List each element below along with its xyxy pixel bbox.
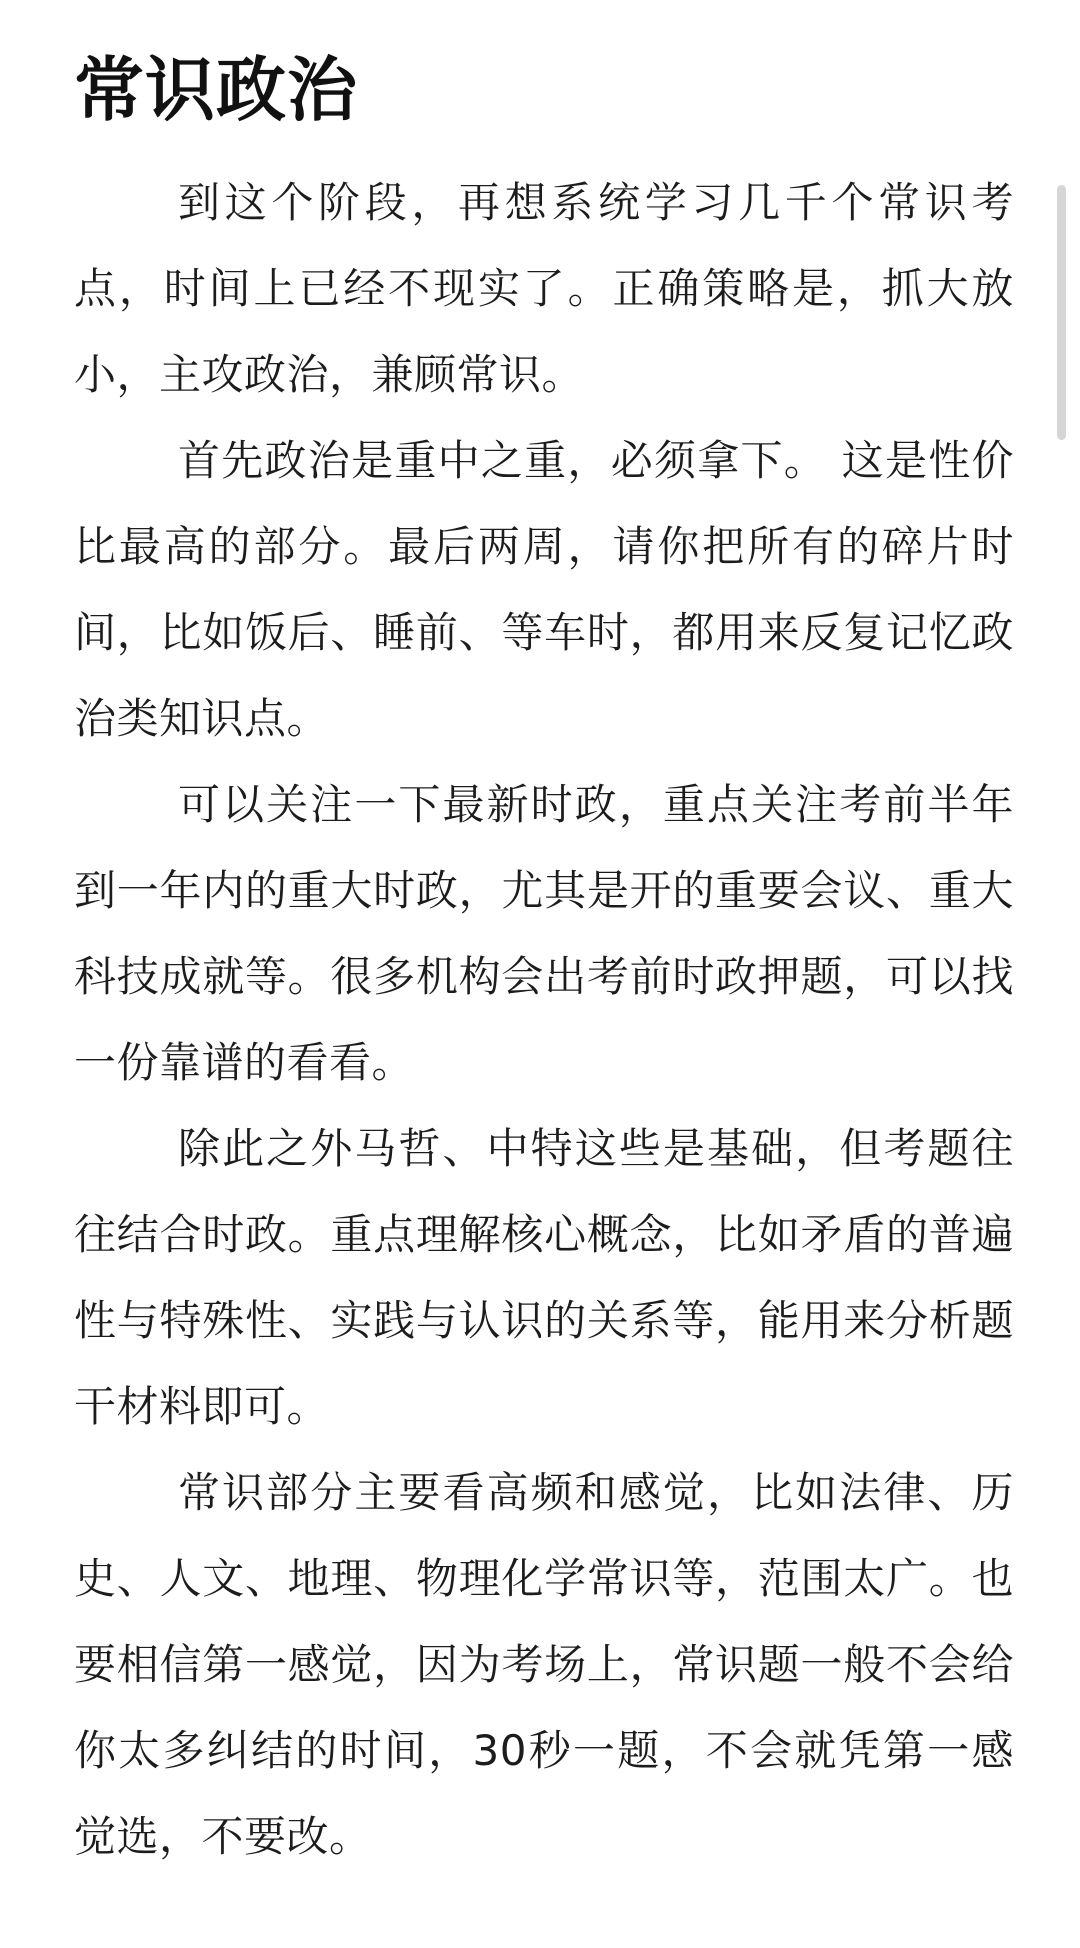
article-title: 常识政治 [74,49,358,131]
vertical-scrollbar[interactable] [1057,185,1066,440]
paragraph-politics-priority: 首先政治是重中之重，必须拿下。 这是性价比最高的部分。最后两周，请你把所有的碎片时间，比如饭后、睡前、等车时，都用来反复记忆政治类知识点。 [74,436,1014,743]
paragraph-current-affairs: 可以关注一下最新时政，重点关注考前半年到一年内的重大时政，尤其是开的重要会议、重大科技成就等。很多机构会出考前时政押题，可以找一份靠谱的看看。 [74,780,1014,1087]
paragraph-common-knowledge: 常识部分主要看高频和感觉，比如法律、历史、人文、地理、物理化学常识等，范围太广。也要相信第一感觉，因为考场上，常识题一般不会给你太多纠结的时间，30秒一题，不会就凭第一感觉选，不要改。 [74,1468,1014,1861]
paragraph-theory-basics: 除此之外马哲、中特这些是基础，但考题往往结合时政。重点理解核心概念，比如矛盾的普遍性与特殊性、实践与认识的关系等，能用来分析题干材料即可。 [74,1124,1014,1431]
paragraph-intro: 到这个阶段，再想系统学习几千个常识考点，时间上已经不现实了。正确策略是，抓大放小，主攻政治，兼顾常识。 [74,178,1014,399]
article [74,40,1014,1880]
